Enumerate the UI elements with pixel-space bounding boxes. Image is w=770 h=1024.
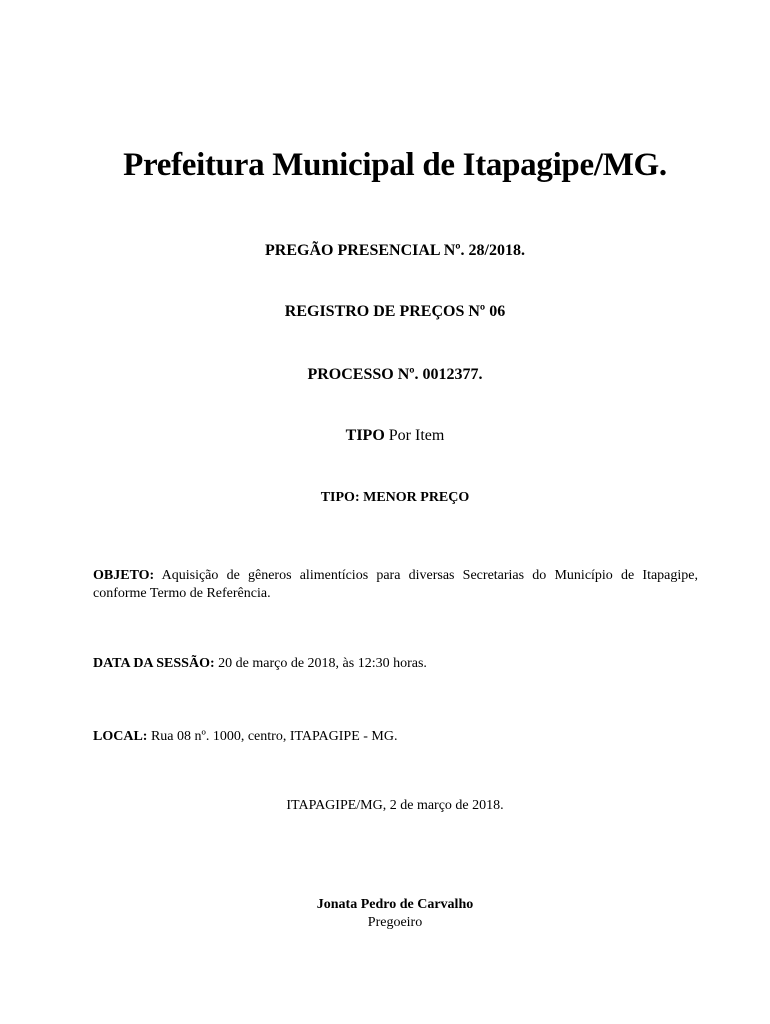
data-sessao-label: DATA DA SESSÃO:	[93, 656, 215, 671]
objeto-label: OBJETO:	[93, 568, 155, 583]
signatory-name: Jonata Pedro de Carvalho	[316, 897, 474, 912]
objeto-paragraph	[93, 567, 698, 603]
pregao-number: PREGÃO PRESENCIAL Nº. 28/2018.	[265, 242, 525, 259]
registro-precos: REGISTRO DE PREÇOS Nº 06	[284, 303, 506, 320]
signatory-role: Pregoeiro	[367, 915, 423, 930]
data-sessao-paragraph	[93, 655, 698, 673]
tipo-label: TIPO	[345, 427, 385, 444]
tipo-line	[0, 427, 770, 445]
tipo-menor-preco: TIPO: MENOR PREÇO	[320, 490, 470, 505]
objeto-text: Aquisição de gêneros alimentícios para diversas Secretarias do Município de Itapagipe, conforme Termo de Referência.	[93, 568, 698, 601]
local-label: LOCAL:	[93, 729, 148, 744]
tipo-value: Por Item	[388, 427, 445, 444]
local-text: Rua 08 nº. 1000, centro, ITAPAGIPE - MG.	[150, 729, 398, 744]
place-date: ITAPAGIPE/MG, 2 de março de 2018.	[286, 798, 504, 813]
local-paragraph	[93, 728, 698, 746]
data-sessao-text: 20 de março de 2018, às 12:30 horas.	[218, 656, 427, 671]
processo-number: PROCESSO Nº. 0012377.	[307, 366, 483, 383]
page-title: Prefeitura Municipal de Itapagipe/MG.	[123, 147, 667, 183]
